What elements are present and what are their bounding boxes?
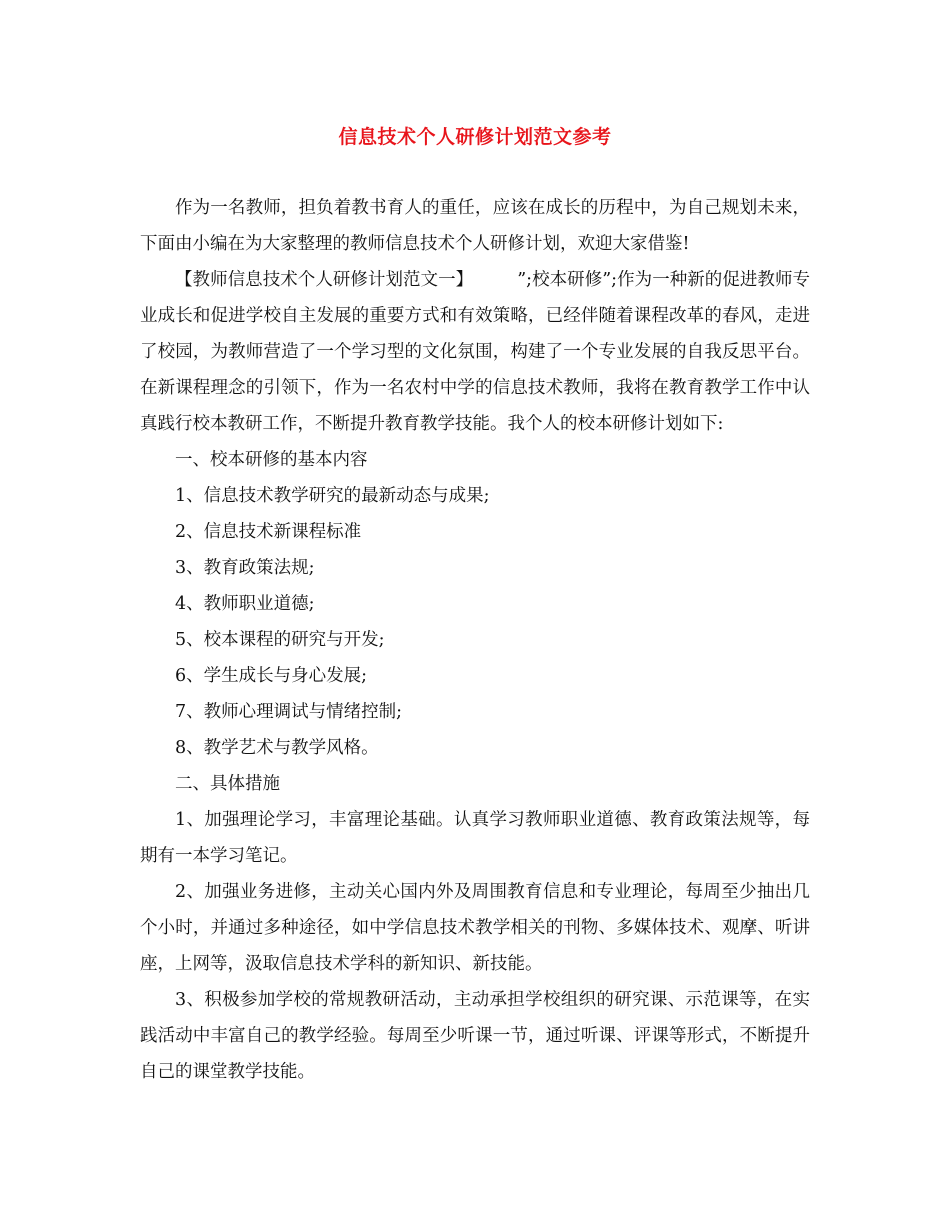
content-item: 4、教师职业道德;: [175, 594, 315, 614]
content-item: 7、教师心理调试与情绪控制;: [175, 702, 403, 722]
sample-paragraph: [140, 262, 810, 442]
sample-heading: 【教师信息技术个人研修计划范文一】: [175, 270, 474, 290]
intro-paragraph: 作为一名教师，担负着教书育人的重任，应该在成长的历程中，为自己规划未来，下面由小编在为大家整理的教师信息技术个人研修计划，欢迎大家借鉴!: [140, 198, 810, 254]
section-heading-content: 一、校本研修的基本内容: [175, 450, 368, 470]
content-item: 6、学生成长与身心发展;: [175, 666, 368, 686]
sample-opening-text: ”;校本研修”;作为一种新的促进教师专业成长和促进学校自主发展的重要方式和有效策略，已经伴随着课程改革的春风，走进了校园，为教师营造了一个学习型的文化氛围，构建了一个专业发展的自我反思平台。在新课程理念的引领下，作为一名农村中学的信息技术教师，我将在教育教学工作中认真践行校本教研工作，不断提升教育教学技能。我个人的校本研修计划如下:: [140, 270, 811, 434]
content-item: 5、校本课程的研究与开发;: [175, 630, 385, 650]
document-body: [140, 190, 810, 1090]
content-item: 3、教育政策法规;: [175, 558, 315, 578]
content-item: 1、信息技术教学研究的最新动态与成果;: [175, 486, 490, 506]
document-title: 信息技术个人研修计划范文参考: [338, 126, 612, 148]
content-item: 8、教学艺术与教学风格。: [175, 738, 379, 758]
content-item: 2、信息技术新课程标准: [175, 522, 362, 542]
section-heading-measures: 二、具体措施: [175, 774, 280, 794]
measure-paragraph: 2、加强业务进修，主动关心国内外及周围教育信息和专业理论，每周至少抽出几个小时，并通过多种途径，如中学信息技术教学相关的刊物、多媒体技术、观摩、听讲座，上网等，汲取信息技术学科的新知识、新技能。: [140, 882, 810, 974]
measure-paragraph: 1、加强理论学习，丰富理论基础。认真学习教师职业道德、教育政策法规等，每期有一本学习笔记。: [140, 810, 810, 866]
measure-paragraph: 3、积极参加学校的常规教研活动，主动承担学校组织的研究课、示范课等，在实践活动中丰富自己的教学经验。每周至少听课一节，通过听课、评课等形式，不断提升自己的课堂教学技能。: [140, 990, 810, 1082]
